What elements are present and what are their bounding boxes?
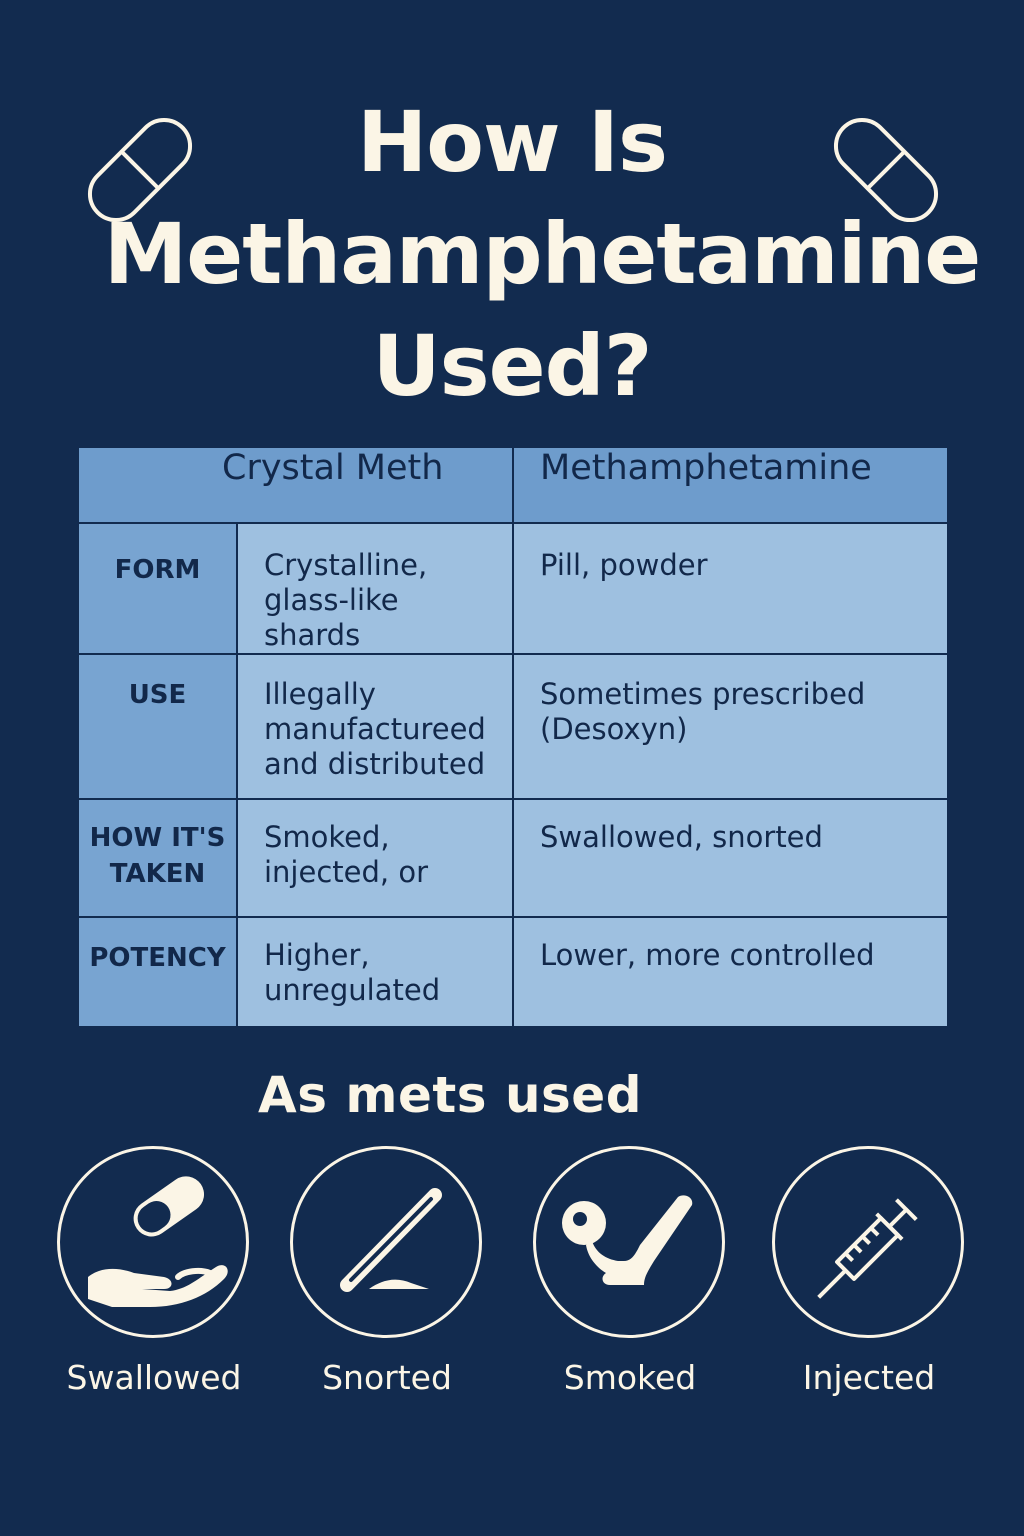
method-swallowed xyxy=(57,1146,249,1338)
header-methamphetamine: Methamphetamine xyxy=(513,447,948,523)
pill-hand-icon xyxy=(60,1149,252,1341)
table-header-row xyxy=(78,447,948,523)
method-snorted xyxy=(290,1146,482,1338)
header-crystal-meth: Crystal Meth xyxy=(78,447,513,523)
method-label-smoked: Smoked xyxy=(563,1358,697,1397)
method-label-injected: Injected xyxy=(802,1358,936,1397)
cell-crystal-potency: Higher, unregulated xyxy=(237,917,513,1027)
syringe-icon xyxy=(775,1149,967,1341)
comparison-table xyxy=(77,446,949,1028)
cell-meth-form: Pill, powder xyxy=(513,523,948,654)
title-line-2: Methamphetamine xyxy=(103,205,981,303)
cell-crystal-form: Crystalline, glass-like shards xyxy=(237,523,513,654)
method-label-snorted: Snorted xyxy=(322,1358,452,1397)
row-label-how-taken: HOW IT'S TAKEN xyxy=(78,799,237,917)
table-row xyxy=(78,523,948,654)
cell-meth-how-taken: Swallowed, snorted xyxy=(513,799,948,917)
cell-meth-use: Sometimes prescribed (Desoxyn) xyxy=(513,654,948,799)
table-row xyxy=(78,917,948,1027)
cell-crystal-use: Illegally manufactureed and distributed xyxy=(237,654,513,799)
methods-heading: As mets used xyxy=(258,1066,643,1124)
row-label-potency: POTENCY xyxy=(78,917,237,1027)
title-line-1: How Is xyxy=(356,93,668,191)
table-row xyxy=(78,799,948,917)
row-label-use: USE xyxy=(78,654,237,799)
table-row xyxy=(78,654,948,799)
cell-meth-potency: Lower, more controlled xyxy=(513,917,948,1027)
straw-powder-icon xyxy=(293,1149,485,1341)
title-line-3: Used? xyxy=(372,317,652,415)
cell-crystal-how-taken: Smoked, injected, or xyxy=(237,799,513,917)
row-label-form: FORM xyxy=(78,523,237,654)
method-smoked xyxy=(533,1146,725,1338)
method-injected xyxy=(772,1146,964,1338)
page-title xyxy=(0,86,1024,422)
pipe-icon xyxy=(536,1149,728,1341)
method-label-swallowed: Swallowed xyxy=(66,1358,242,1397)
